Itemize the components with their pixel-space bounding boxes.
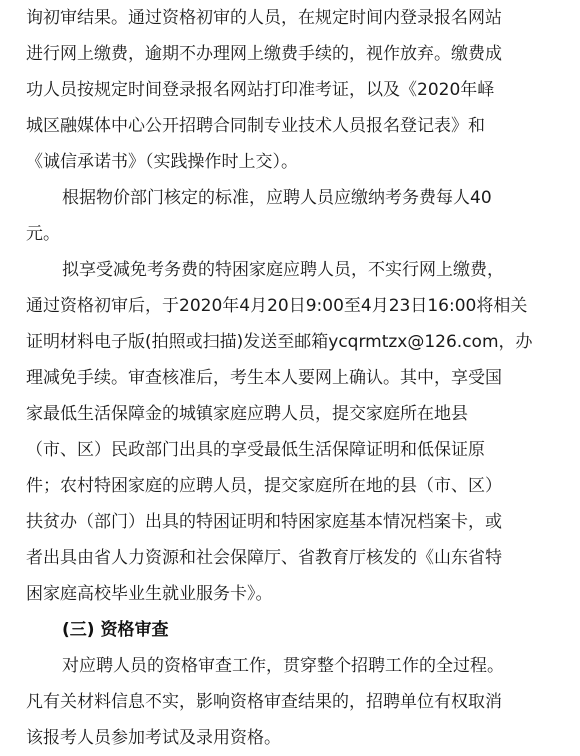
text-line: （市、区）民政部门出具的享受最低生活保障证明和低保证原 bbox=[26, 440, 485, 460]
text-line: 通过资格初审后，于2020年4月20日9:00至4月23日16:00将相关 bbox=[26, 296, 528, 316]
section-heading: (三) 资格审查 bbox=[62, 620, 169, 640]
text-line: 困家庭高校毕业生就业服务卡》。 bbox=[26, 584, 273, 604]
paragraph-review-first-line: 对应聘人员的资格审查工作，贯穿整个招聘工作的全过程。 bbox=[62, 656, 504, 676]
text-line: 城区融媒体中心公开招聘合同制专业技术人员报名登记表》和 bbox=[26, 116, 485, 136]
paragraph-fee-first-line: 根据物价部门核定的标准，应聘人员应缴纳考务费每人40 bbox=[62, 188, 492, 208]
text-line: 进行网上缴费，逾期不办理网上缴费手续的，视作放弃。缴费成 bbox=[26, 44, 502, 64]
paragraph-waiver-first-line: 拟享受减免考务费的特困家庭应聘人员，不实行网上缴费， bbox=[62, 260, 504, 280]
text-line: 家最低生活保障金的城镇家庭应聘人员，提交家庭所在地县 bbox=[26, 404, 468, 424]
text-line: 件；农村特困家庭的应聘人员，提交家庭所在地的县（市、区） bbox=[26, 476, 502, 496]
text-line: 元。 bbox=[26, 224, 60, 244]
text-line: 者出具由省人力资源和社会保障厅、省教育厅核发的《山东省特 bbox=[26, 548, 502, 568]
text-line: 该报考人员参加考试及录用资格。 bbox=[26, 728, 281, 748]
text-line: 扶贫办（部门）出具的特困证明和特困家庭基本情况档案卡，或 bbox=[26, 512, 502, 532]
text-line: 证明材料电子版(拍照或扫描)发送至邮箱ycqrmtzx@126.com，办 bbox=[26, 332, 533, 352]
text-line: 凡有关材料信息不实，影响资格审查结果的，招聘单位有权取消 bbox=[26, 692, 502, 712]
text-line: 《诚信承诺书》（实践操作时上交）。 bbox=[26, 152, 298, 172]
text-line: 功人员按规定时间登录报名网站打印准考证，以及《2020年峄 bbox=[26, 80, 495, 100]
text-line: 询初审结果。通过资格初审的人员，在规定时间内登录报名网站 bbox=[26, 8, 502, 28]
text-line: 理减免手续。审查核准后，考生本人要网上确认。其中，享受国 bbox=[26, 368, 502, 388]
